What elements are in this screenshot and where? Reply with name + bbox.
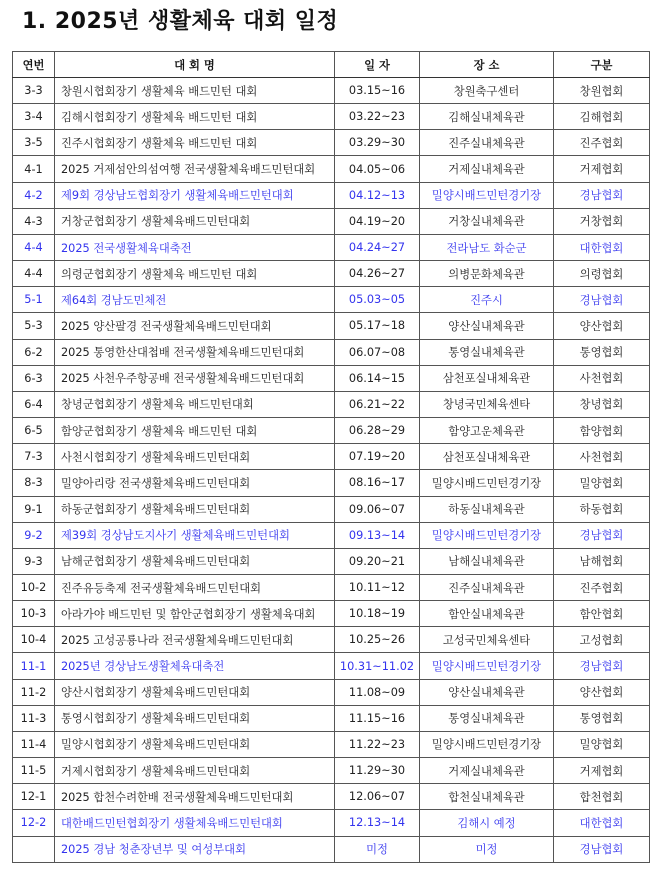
table-row: [13, 156, 650, 182]
table-row: [13, 261, 650, 287]
cell-category: 양산협회: [554, 313, 650, 339]
cell-number: 4-3: [13, 208, 55, 234]
cell-number: 6-3: [13, 365, 55, 391]
cell-event-name: 김해시협회장기 생활체육 배드민턴 대회: [55, 104, 335, 130]
cell-venue: 미정: [420, 836, 554, 862]
table-row: [13, 78, 650, 104]
cell-event-name: 밀양시협회장기 생활체육배드민턴대회: [55, 731, 335, 757]
cell-venue: 밀양시배드민턴경기장: [420, 653, 554, 679]
cell-category: 사천협회: [554, 444, 650, 470]
cell-date: 10.31~11.02: [335, 653, 420, 679]
table-row: [13, 234, 650, 260]
cell-event-name: 함양군협회장기 생활체육 배드민턴 대회: [55, 418, 335, 444]
cell-event-name: 대한배드민턴협회장기 생활체육배드민턴대회: [55, 810, 335, 836]
cell-venue: 함안실내체육관: [420, 601, 554, 627]
cell-date: 04.24~27: [335, 234, 420, 260]
cell-number: 11-2: [13, 679, 55, 705]
cell-event-name: 2025년 경상남도생활체육대축전: [55, 653, 335, 679]
cell-category: 함양협회: [554, 418, 650, 444]
cell-date: 10.18~19: [335, 601, 420, 627]
table-row: [13, 679, 650, 705]
cell-event-name: 2025 통영한산대첩배 전국생활체육배드민턴대회: [55, 339, 335, 365]
col-header-category: 구분: [554, 52, 650, 78]
table-row: [13, 522, 650, 548]
cell-date: 04.12~13: [335, 182, 420, 208]
table-row: [13, 548, 650, 574]
page-title: 1. 2025년 생활체육 대회 일정: [22, 9, 339, 34]
cell-number: 4-4: [13, 261, 55, 287]
cell-venue: 거제실내체육관: [420, 156, 554, 182]
cell-date: 03.22~23: [335, 104, 420, 130]
cell-category: 통영협회: [554, 705, 650, 731]
cell-number: 8-3: [13, 470, 55, 496]
cell-category: 밀양협회: [554, 470, 650, 496]
table-row: [13, 627, 650, 653]
cell-event-name: 2025 합천수려한배 전국생활체육배드민턴대회: [55, 784, 335, 810]
cell-number: 12-2: [13, 810, 55, 836]
cell-venue: 밀양시배드민턴경기장: [420, 731, 554, 757]
cell-category: 대한협회: [554, 234, 650, 260]
cell-venue: 밀양시배드민턴경기장: [420, 182, 554, 208]
cell-category: 진주협회: [554, 574, 650, 600]
table-row: [13, 574, 650, 600]
cell-number: 4-2: [13, 182, 55, 208]
cell-venue: 남해실내체육관: [420, 548, 554, 574]
col-header-venue: 장 소: [420, 52, 554, 78]
cell-date: 10.25~26: [335, 627, 420, 653]
table-header-row: [13, 52, 650, 78]
table-row: [13, 731, 650, 757]
cell-venue: 고성국민체육센타: [420, 627, 554, 653]
table-row: [13, 705, 650, 731]
cell-venue: 김해시 예정: [420, 810, 554, 836]
cell-venue: 밀양시배드민턴경기장: [420, 522, 554, 548]
cell-category: 경남협회: [554, 836, 650, 862]
cell-number: 11-4: [13, 731, 55, 757]
cell-category: 사천협회: [554, 365, 650, 391]
col-header-date: 일 자: [335, 52, 420, 78]
cell-number: 3-3: [13, 78, 55, 104]
cell-category: 양산협회: [554, 679, 650, 705]
cell-venue: 양산실내체육관: [420, 679, 554, 705]
table-row: [13, 496, 650, 522]
cell-date: 11.15~16: [335, 705, 420, 731]
cell-venue: 통영실내체육관: [420, 339, 554, 365]
cell-date: 04.05~06: [335, 156, 420, 182]
cell-venue: 김해실내체육관: [420, 104, 554, 130]
cell-date: 11.22~23: [335, 731, 420, 757]
cell-date: 03.15~16: [335, 78, 420, 104]
cell-number: 11-3: [13, 705, 55, 731]
cell-event-name: 남해군협회장기 생활체육배드민턴대회: [55, 548, 335, 574]
cell-date: 04.26~27: [335, 261, 420, 287]
cell-number: 9-3: [13, 548, 55, 574]
cell-number: 12-1: [13, 784, 55, 810]
cell-number: 7-3: [13, 444, 55, 470]
cell-event-name: 창녕군협회장기 생활체육 배드민턴대회: [55, 391, 335, 417]
cell-event-name: 제64회 경남도민체전: [55, 287, 335, 313]
schedule-table-body: [13, 78, 650, 863]
cell-category: 거제협회: [554, 156, 650, 182]
cell-date: 12.13~14: [335, 810, 420, 836]
cell-number: 9-2: [13, 522, 55, 548]
table-row: [13, 287, 650, 313]
cell-venue: 거창실내체육관: [420, 208, 554, 234]
cell-category: 경남협회: [554, 287, 650, 313]
cell-date: 06.21~22: [335, 391, 420, 417]
cell-venue: 통영실내체육관: [420, 705, 554, 731]
cell-category: 남해협회: [554, 548, 650, 574]
cell-number: 10-3: [13, 601, 55, 627]
cell-venue: 창원축구센터: [420, 78, 554, 104]
cell-category: 거제협회: [554, 758, 650, 784]
cell-venue: 진주실내체육관: [420, 130, 554, 156]
cell-date: 03.29~30: [335, 130, 420, 156]
cell-number: 11-5: [13, 758, 55, 784]
cell-category: 함안협회: [554, 601, 650, 627]
cell-date: 09.20~21: [335, 548, 420, 574]
cell-category: 창원협회: [554, 78, 650, 104]
cell-category: 통영협회: [554, 339, 650, 365]
cell-venue: 의병문화체육관: [420, 261, 554, 287]
table-row: [13, 810, 650, 836]
cell-event-name: 사천시협회장기 생활체육배드민턴대회: [55, 444, 335, 470]
cell-venue: 삼천포실내체육관: [420, 365, 554, 391]
cell-event-name: 제9회 경상남도협회장기 생활체육배드민턴대회: [55, 182, 335, 208]
cell-event-name: 밀양아리랑 전국생활체육배드민턴대회: [55, 470, 335, 496]
table-row: [13, 365, 650, 391]
table-row: [13, 313, 650, 339]
cell-number: 10-2: [13, 574, 55, 600]
cell-number: 11-1: [13, 653, 55, 679]
cell-venue: 함양고운체육관: [420, 418, 554, 444]
cell-category: 합천협회: [554, 784, 650, 810]
cell-number: 6-2: [13, 339, 55, 365]
cell-event-name: 하동군협회장기 생활체육배드민턴대회: [55, 496, 335, 522]
cell-date: 09.13~14: [335, 522, 420, 548]
cell-event-name: 창원시협회장기 생활체육 배드민턴 대회: [55, 78, 335, 104]
cell-venue: 양산실내체육관: [420, 313, 554, 339]
cell-date: 11.29~30: [335, 758, 420, 784]
cell-category: 고성협회: [554, 627, 650, 653]
cell-number: 4-1: [13, 156, 55, 182]
cell-category: 경남협회: [554, 653, 650, 679]
cell-number: 5-3: [13, 313, 55, 339]
cell-event-name: 아라가야 배드민턴 및 함안군협회장기 생활체육대회: [55, 601, 335, 627]
table-row: [13, 104, 650, 130]
cell-event-name: 제39회 경상남도지사기 생활체육배드민턴대회: [55, 522, 335, 548]
cell-category: 거창협회: [554, 208, 650, 234]
cell-date: 04.19~20: [335, 208, 420, 234]
cell-number: [13, 836, 55, 862]
cell-venue: 전라남도 화순군: [420, 234, 554, 260]
table-row: [13, 784, 650, 810]
cell-venue: 진주실내체육관: [420, 574, 554, 600]
cell-date: 08.16~17: [335, 470, 420, 496]
cell-event-name: 거제시협회장기 생활체육배드민턴대회: [55, 758, 335, 784]
cell-venue: 합천실내체육관: [420, 784, 554, 810]
cell-date: 10.11~12: [335, 574, 420, 600]
cell-venue: 하동실내체육관: [420, 496, 554, 522]
cell-category: 창녕협회: [554, 391, 650, 417]
cell-venue: 밀양시배드민턴경기장: [420, 470, 554, 496]
cell-number: 3-5: [13, 130, 55, 156]
cell-number: 4-4: [13, 234, 55, 260]
cell-venue: 창녕국민체육센타: [420, 391, 554, 417]
table-row: [13, 444, 650, 470]
cell-event-name: 2025 양산팔경 전국생활체육배드민턴대회: [55, 313, 335, 339]
col-header-event-name: 대 회 명: [55, 52, 335, 78]
cell-number: 3-4: [13, 104, 55, 130]
cell-date: 06.07~08: [335, 339, 420, 365]
cell-date: 07.19~20: [335, 444, 420, 470]
cell-date: 05.03~05: [335, 287, 420, 313]
cell-number: 6-5: [13, 418, 55, 444]
cell-event-name: 2025 전국생활체육대축전: [55, 234, 335, 260]
cell-venue: 삼천포실내체육관: [420, 444, 554, 470]
cell-event-name: 진주유등축제 전국생활체육배드민턴대회: [55, 574, 335, 600]
cell-category: 경남협회: [554, 182, 650, 208]
cell-event-name: 2025 경남 청춘장년부 및 여성부대회: [55, 836, 335, 862]
cell-number: 10-4: [13, 627, 55, 653]
col-header-number: 연번: [13, 52, 55, 78]
table-row: [13, 418, 650, 444]
table-row: [13, 470, 650, 496]
cell-event-name: 의령군협회장기 생활체육 배드민턴 대회: [55, 261, 335, 287]
cell-date: 11.08~09: [335, 679, 420, 705]
cell-event-name: 양산시협회장기 생활체육배드민턴대회: [55, 679, 335, 705]
cell-date: 06.14~15: [335, 365, 420, 391]
table-row: [13, 653, 650, 679]
table-row: [13, 601, 650, 627]
cell-event-name: 2025 고성공룡나라 전국생활체육배드민턴대회: [55, 627, 335, 653]
cell-date: 09.06~07: [335, 496, 420, 522]
cell-date: 06.28~29: [335, 418, 420, 444]
cell-number: 9-1: [13, 496, 55, 522]
cell-number: 6-4: [13, 391, 55, 417]
cell-category: 진주협회: [554, 130, 650, 156]
cell-event-name: 2025 사천우주항공배 전국생활체육배드민턴대회: [55, 365, 335, 391]
cell-event-name: 2025 거제섬안의섬여행 전국생활체육배드민턴대회: [55, 156, 335, 182]
cell-category: 밀양협회: [554, 731, 650, 757]
cell-event-name: 거창군협회장기 생활체육배드민턴대회: [55, 208, 335, 234]
cell-event-name: 진주시협회장기 생활체육 배드민턴 대회: [55, 130, 335, 156]
cell-category: 대한협회: [554, 810, 650, 836]
cell-category: 경남협회: [554, 522, 650, 548]
cell-venue: 거제실내체육관: [420, 758, 554, 784]
cell-category: 의령협회: [554, 261, 650, 287]
table-row: [13, 208, 650, 234]
table-row: [13, 391, 650, 417]
cell-date: 05.17~18: [335, 313, 420, 339]
table-row: [13, 836, 650, 862]
cell-venue: 진주시: [420, 287, 554, 313]
cell-date: 12.06~07: [335, 784, 420, 810]
table-row: [13, 758, 650, 784]
table-row: [13, 182, 650, 208]
cell-category: 김해협회: [554, 104, 650, 130]
cell-date: 미정: [335, 836, 420, 862]
table-row: [13, 130, 650, 156]
table-row: [13, 339, 650, 365]
cell-category: 하동협회: [554, 496, 650, 522]
cell-number: 5-1: [13, 287, 55, 313]
cell-event-name: 통영시협회장기 생활체육배드민턴대회: [55, 705, 335, 731]
schedule-table: [12, 51, 650, 863]
